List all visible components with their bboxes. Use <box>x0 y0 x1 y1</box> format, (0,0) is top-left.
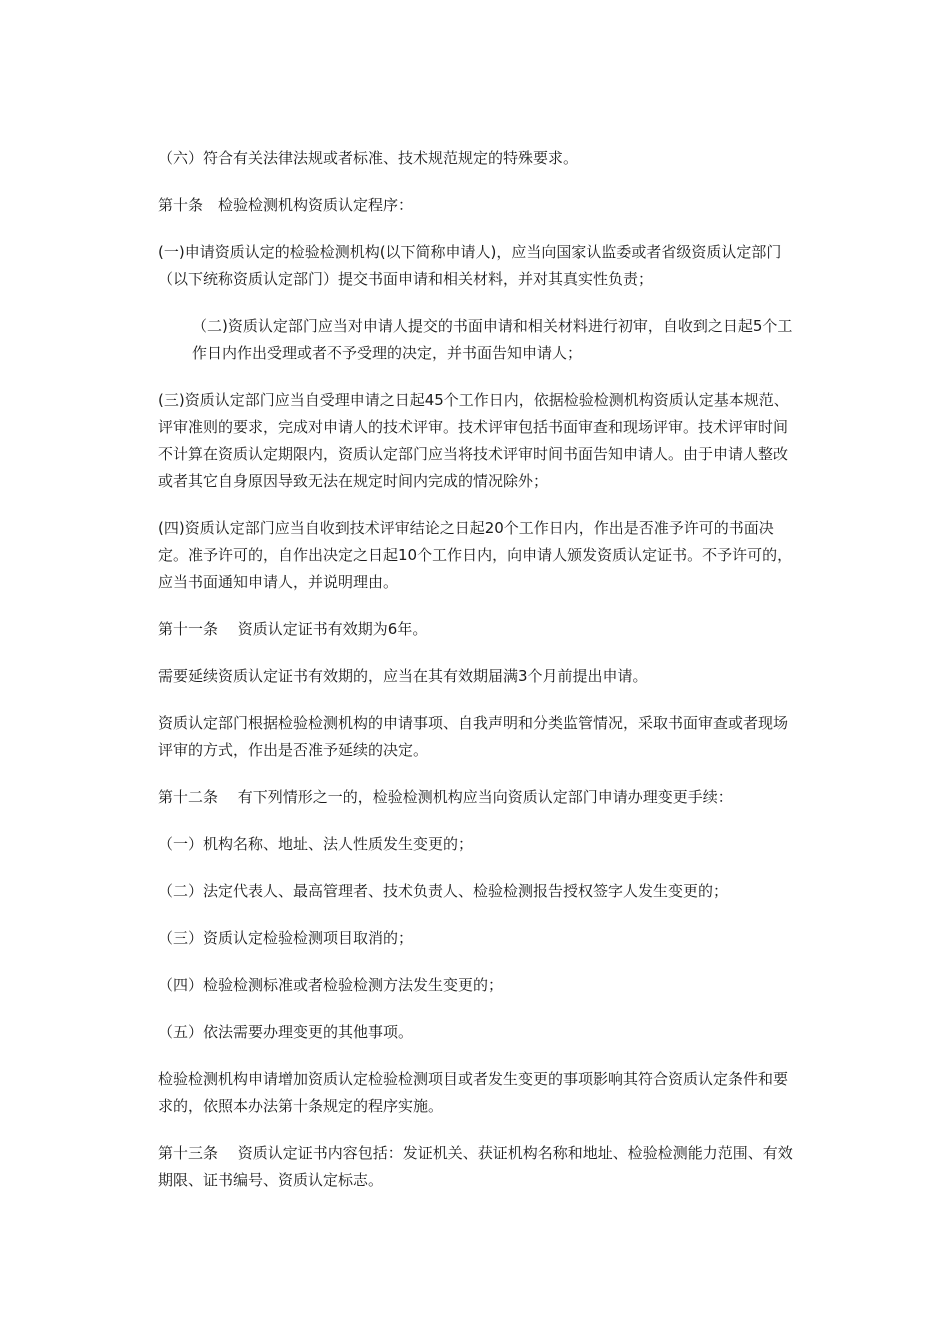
paragraph-change-2: （二）法定代表人、最高管理者、技术负责人、检验检测报告授权签字人发生变更的； <box>158 882 729 900</box>
paragraph-step-1: (一)申请资质认定的检验检测机构(以下简称申请人)，应当向国家认监委或者省级资质认定部门（以下统称资质认定部门）提交书面申请和相关材料，并对其真实性负责； <box>158 243 782 288</box>
paragraph-step-2: （二)资质认定部门应当对申请人提交的书面申请和相关材料进行初审，自收到之日起5个工作日内作出受理或者不予受理的决定，并书面告知申请人； <box>192 317 793 362</box>
paragraph-change-5: （五）依法需要办理变更的其他事项。 <box>158 1023 414 1041</box>
document-body <box>158 145 798 1214</box>
paragraph-step-4: (四)资质认定部门应当自收到技术评审结论之日起20个工作日内，作出是否准予许可的书面决定。准予许可的，自作出决定之日起10个工作日内，向申请人颁发资质认定证书。不予许可的，应当书面通知申请人，并说明理由。 <box>158 519 793 591</box>
paragraph-renewal-review: 资质认定部门根据检验检测机构的申请事项、自我声明和分类监管情况，采取书面审查或者现场评审的方式，作出是否准予延续的决定。 <box>158 714 789 759</box>
article-12-heading: 第十二条 有下列情形之一的，检验检测机构应当向资质认定部门申请办理变更手续： <box>158 788 733 806</box>
paragraph-change-3: （三）资质认定检验检测项目取消的； <box>158 929 414 947</box>
article-11-heading: 第十一条 资质认定证书有效期为6年。 <box>158 620 428 638</box>
paragraph-renewal: 需要延续资质认定证书有效期的，应当在其有效期届满3个月前提出申请。 <box>158 667 648 685</box>
paragraph-additional-items: 检验检测机构申请增加资质认定检验检测项目或者发生变更的事项影响其符合资质认定条件和要求的，依照本办法第十条规定的程序实施。 <box>158 1070 789 1115</box>
article-13-heading: 第十三条 资质认定证书内容包括：发证机关、获证机构名称和地址、检验检测能力范围、有效期限、证书编号、资质认定标志。 <box>158 1144 793 1189</box>
article-10-heading: 第十条 检验检测机构资质认定程序： <box>158 196 414 214</box>
paragraph-change-1: （一）机构名称、地址、法人性质发生变更的； <box>158 835 474 853</box>
paragraph-item-6: （六）符合有关法律法规或者标准、技术规范规定的特殊要求。 <box>158 149 579 167</box>
paragraph-change-4: （四）检验检测标准或者检验检测方法发生变更的； <box>158 976 504 994</box>
paragraph-step-3: (三)资质认定部门应当自受理申请之日起45个工作日内，依据检验检测机构资质认定基本规范、评审准则的要求，完成对申请人的技术评审。技术评审包括书面审查和现场评审。技术评审时间不计算在资质认定期限内，资质认定部门应当将技术评审时间书面告知申请人。由于申请人整改或者其它自身原因导致无法在规定时间内完成的情况除外； <box>158 391 789 490</box>
